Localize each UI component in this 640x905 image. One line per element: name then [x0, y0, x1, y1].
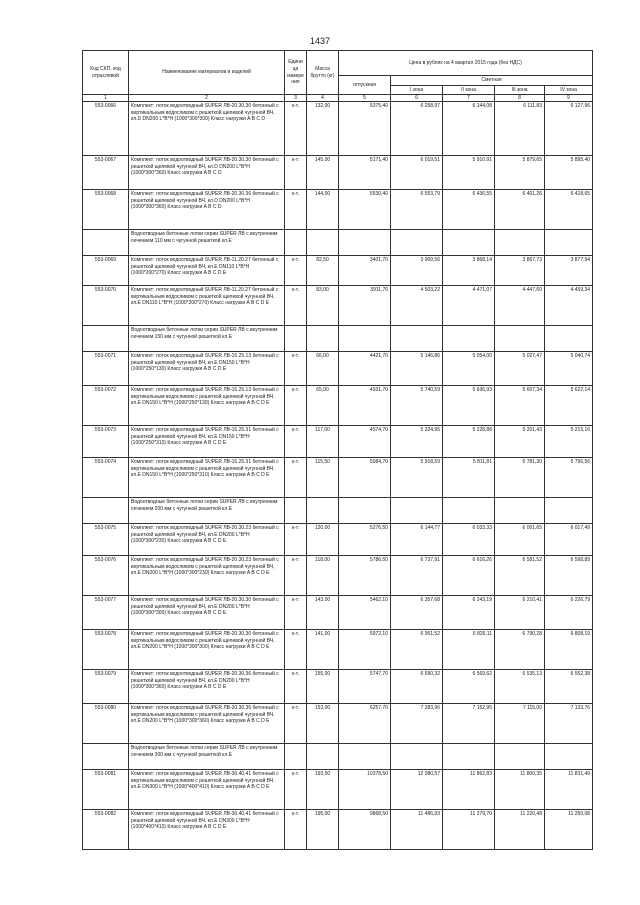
column-number: 9 [545, 95, 593, 102]
cell-zone-1: 4 503,22 [391, 286, 443, 326]
cell-release: 4931,70 [339, 386, 391, 426]
cell-zone-1: 6 951,52 [391, 630, 443, 670]
cell-zone-1: 7 283,96 [391, 704, 443, 744]
cell-code: 553-0066 [83, 102, 129, 156]
table-row [83, 810, 593, 850]
cell-name: Комплект: лоток водоотводный SUPER ЛВ-20.30.23 бетонный с вертикальным водосливом с решеткой щелевой чугунной ВЧ, кл.E DN200 L*B*H (1000*300*230) Класс нагрузки A B C D E [129, 556, 285, 596]
cell-release: 5786,50 [339, 556, 391, 596]
header-zone-1: I зона [391, 85, 443, 95]
header-zone-2: II зона [443, 85, 495, 95]
cell-code: 553-0073 [83, 426, 129, 458]
cell-unit: к-т. [285, 704, 307, 744]
cell-release: 5375,40 [339, 102, 391, 156]
cell-unit: к-т. [285, 630, 307, 670]
column-number: 7 [443, 95, 495, 102]
cell-release: 5276,50 [339, 524, 391, 556]
cell-mass: 82,50 [307, 256, 339, 286]
cell-zone-2 [443, 498, 495, 524]
cell-release: 5747,70 [339, 670, 391, 704]
header-release: отпускная [339, 76, 391, 95]
cell-zone-4: 5 622,14 [545, 386, 593, 426]
table-row [83, 524, 593, 556]
cell-zone-3: 6 581,52 [495, 556, 545, 596]
cell-unit: к-т. [285, 556, 307, 596]
cell-name: Комплект: лоток водоотводный SUPER ЛВ-30.40.41 бетонный с решеткой щелевой чугунной ВЧ, кл.E DN300 L*B*H (1000*400*410) Класс нагрузки A B C D E [129, 810, 285, 850]
cell-zone-4: 6 808,19 [545, 630, 593, 670]
cell-unit: к-т. [285, 156, 307, 190]
cell-zone-2: 5 054,00 [443, 352, 495, 386]
cell-zone-4: 6 598,89 [545, 556, 593, 596]
cell-release: 5462,10 [339, 596, 391, 630]
cell-code [83, 744, 129, 770]
cell-zone-4: 6 552,38 [545, 670, 593, 704]
cell-zone-1: 6 690,32 [391, 670, 443, 704]
cell-zone-1 [391, 744, 443, 770]
section-row [83, 326, 593, 352]
cell-name: Комплект: лоток водоотводный SUPER ЛВ-30.40.41 бетонный с вертикальным водосливом с решеткой щелевой чугунной ВЧ, кл.E DN300 L*B*H (1000*400*410) Класс нагрузки A B C D E [129, 770, 285, 810]
cell-code [83, 326, 129, 352]
header-name: Наименование материалов и изделий [129, 51, 285, 95]
cell-zone-3: 11 800,35 [495, 770, 545, 810]
cell-release [339, 744, 391, 770]
cell-name: Комплект: лоток водоотводный SUPER ЛВ-11.20.27 бетонный с решеткой щелевой чугунной ВЧ, кл.E DN110 L*B*H (1000*200*270) Класс нагрузки A B C D E [129, 256, 285, 286]
cell-code: 553-0081 [83, 770, 129, 810]
cell-zone-4: 5 796,56 [545, 458, 593, 498]
cell-zone-1 [391, 498, 443, 524]
cell-zone-3: 6 001,65 [495, 524, 545, 556]
cell-zone-4: 5 215,16 [545, 426, 593, 458]
cell-zone-1: 6 357,68 [391, 596, 443, 630]
cell-code: 553-0068 [83, 190, 129, 230]
cell-unit: к-т. [285, 352, 307, 386]
table-row [83, 630, 593, 670]
table-row [83, 386, 593, 426]
cell-code: 553-0074 [83, 458, 129, 498]
column-number: 6 [391, 95, 443, 102]
cell-zone-2: 3 868,14 [443, 256, 495, 286]
cell-name: Комплект: лоток водоотводный SUPER ЛВ-15.25.31 бетонный с вертикальным водосливом с решеткой щелевой чугунной ВЧ, кл.E DN150 L*B*H (1000*250*310) Класс нагрузки A B C D E [129, 458, 285, 498]
cell-unit: к-т. [285, 102, 307, 156]
cell-name: Комплект: лоток водоотводный SUPER ЛВ-20.30.36 бетонный с решеткой щелевой чугунной ВЧ, кл.E DN200 L*B*H (1000*300*360) Класс нагрузки A B C D E [129, 670, 285, 704]
cell-zone-4 [545, 744, 593, 770]
cell-name: Комплект: лоток водоотводный SUPER ЛВ-20.30.23 бетонный с решеткой щелевой чугунной ВЧ, кл.E DN200 L*B*H (1000*300*230) Класс нагрузки A B C D E [129, 524, 285, 556]
column-number: 1 [83, 95, 129, 102]
cell-zone-3: 5 027,47 [495, 352, 545, 386]
cell-unit: к-т. [285, 524, 307, 556]
cell-zone-2: 6 033,33 [443, 524, 495, 556]
cell-name: Комплект: лоток водоотводный SUPER ЛВ-15.25.31 бетонный с решеткой щелевой чугунной ВЧ, кл.E DN150 L*B*H (1000*250*310) Класс нагрузки A B C D E [129, 426, 285, 458]
cell-zone-1: 12 080,57 [391, 770, 443, 810]
cell-zone-2: 6 569,62 [443, 670, 495, 704]
section-title: Водоотводные бетонные лотки серии SUPER ЛВ с внутренним сечением 200 мм с чугунной решеткой кл.E [129, 498, 285, 524]
cell-unit: к-т. [285, 426, 307, 458]
cell-mass: 115,50 [307, 458, 339, 498]
cell-zone-1: 6 737,91 [391, 556, 443, 596]
cell-zone-1: 5 324,95 [391, 426, 443, 458]
cell-zone-3: 5 781,30 [495, 458, 545, 498]
cell-mass: 65,00 [307, 386, 339, 426]
column-number: 3 [285, 95, 307, 102]
cell-zone-3: 5 607,34 [495, 386, 545, 426]
cell-release: 9868,50 [339, 810, 391, 850]
cell-zone-3: 6 210,41 [495, 596, 545, 630]
cell-zone-4: 5 895,40 [545, 156, 593, 190]
cell-zone-4: 6 226,79 [545, 596, 593, 630]
cell-name: Комплект: лоток водоотводный SUPER ЛВ-20.30.30 бетонный с решеткой щелевой чугунной ВЧ, кл.D DN200 L*B*H (1000*300*360) Класс нагрузки A B C D [129, 156, 285, 190]
header-estimate: Сметная [391, 76, 593, 86]
column-number: 4 [307, 95, 339, 102]
cell-name: Комплект: лоток водоотводный SUPER ЛВ-15.25.13 бетонный с вертикальным водосливом с решеткой щелевой чугунной ВЧ, кл.E DN150 L*B*H (1000*250*130) Класс нагрузки A B C D E [129, 386, 285, 426]
column-numbers-row [83, 95, 593, 102]
header-mass: Масса брутто (кг) [307, 51, 339, 95]
cell-zone-2: 7 152,95 [443, 704, 495, 744]
cell-zone-3 [495, 230, 545, 256]
cell-mass: 195,00 [307, 810, 339, 850]
cell-zone-4: 6 017,49 [545, 524, 593, 556]
cell-zone-4: 4 459,34 [545, 286, 593, 326]
cell-zone-3 [495, 326, 545, 352]
cell-zone-4: 5 040,74 [545, 352, 593, 386]
cell-release [339, 230, 391, 256]
cell-unit [285, 498, 307, 524]
cell-zone-3 [495, 744, 545, 770]
cell-mass: 141,00 [307, 630, 339, 670]
cell-mass: 144,00 [307, 190, 339, 230]
cell-unit: к-т. [285, 770, 307, 810]
cell-zone-4: 6 127,96 [545, 102, 593, 156]
header-zone-3: III зона [495, 85, 545, 95]
page-number: 1437 [309, 36, 331, 46]
table-row [83, 426, 593, 458]
section-title: Водоотводные бетонные лотки серии SUPER ЛВ с внутренним сечением 300 мм с чугунной решеткой кл.E [129, 744, 285, 770]
cell-name: Комплект: лоток водоотводный SUPER ЛВ-11.20.27 бетонный с вертикальным водосливом с решеткой щелевой чугунной ВЧ, кл.E DN110 L*B*H (1000*200*270) Класс нагрузки A B C D E [129, 286, 285, 326]
cell-zone-1: 6 144,77 [391, 524, 443, 556]
cell-release [339, 326, 391, 352]
cell-code [83, 230, 129, 256]
column-number: 2 [129, 95, 285, 102]
table-row [83, 102, 593, 156]
cell-release: 5530,40 [339, 190, 391, 230]
cell-name: Комплект: лоток водоотводный SUPER ЛВ-20.30.36 бетонный с вертикальным водосливом с решеткой щелевой чугунной ВЧ, кл.E DN200 L*B*H (1000*300*360) Класс нагрузки A B C D E [129, 704, 285, 744]
cell-mass: 132,00 [307, 102, 339, 156]
cell-code: 553-0077 [83, 596, 129, 630]
header-price-group: Цена в рублях на 4 квартал 2015 года (без НДС) [339, 51, 593, 76]
cell-mass [307, 744, 339, 770]
cell-zone-2: 5 910,91 [443, 156, 495, 190]
cell-mass [307, 326, 339, 352]
cell-zone-2: 6 616,26 [443, 556, 495, 596]
cell-zone-1 [391, 326, 443, 352]
cell-zone-3: 4 447,60 [495, 286, 545, 326]
cell-zone-4 [545, 230, 593, 256]
cell-mass: 66,00 [307, 352, 339, 386]
table-row [83, 256, 593, 286]
cell-code: 553-0079 [83, 670, 129, 704]
cell-zone-3: 5 201,43 [495, 426, 545, 458]
cell-zone-3: 6 401,26 [495, 190, 545, 230]
cell-code: 553-0080 [83, 704, 129, 744]
table-row [83, 670, 593, 704]
cell-code: 553-0072 [83, 386, 129, 426]
section-title: Водоотводные бетонные лотки серии SUPER ЛВ с внутренним сечением 150 мм с чугунной решеткой кл.E [129, 326, 285, 352]
cell-zone-3: 6 535,13 [495, 670, 545, 704]
cell-zone-2: 6 436,55 [443, 190, 495, 230]
cell-zone-3: 6 790,28 [495, 630, 545, 670]
cell-mass: 117,00 [307, 426, 339, 458]
table-row [83, 770, 593, 810]
cell-mass: 153,00 [307, 704, 339, 744]
cell-release: 5972,10 [339, 630, 391, 670]
table-row [83, 352, 593, 386]
cell-code: 553-0076 [83, 556, 129, 596]
cell-code: 553-0069 [83, 256, 129, 286]
cell-unit: к-т. [285, 596, 307, 630]
cell-zone-1 [391, 230, 443, 256]
cell-mass: 83,00 [307, 286, 339, 326]
cell-zone-1: 5 146,86 [391, 352, 443, 386]
cell-zone-2: 6 144,08 [443, 102, 495, 156]
cell-zone-3: 11 220,48 [495, 810, 545, 850]
cell-code: 553-0082 [83, 810, 129, 850]
cell-name: Комплект: лоток водоотводный SUPER ЛВ-20.30.30 бетонный с вертикальным водосливом с решеткой щелевой чугунной ВЧ, кл.D DN200 L*B*H (1000*300*300) Класс нагрузки A B C D [129, 102, 285, 156]
cell-name: Комплект: лоток водоотводный SUPER ЛВ-20.30.36 бетонный с решеткой щелевой чугунной ВЧ, кл.D DN200 L*B*H (1000*300*360) Класс нагрузки A B C D [129, 190, 285, 230]
cell-zone-4: 11 250,08 [545, 810, 593, 850]
cell-unit: к-т. [285, 386, 307, 426]
cell-release: 6257,70 [339, 704, 391, 744]
cell-zone-2: 6 826,11 [443, 630, 495, 670]
cell-mass [307, 230, 339, 256]
cell-zone-2: 11 862,83 [443, 770, 495, 810]
cell-release: 4574,70 [339, 426, 391, 458]
cell-name: Комплект: лоток водоотводный SUPER ЛВ-20.30.30 бетонный с вертикальным водосливом с решеткой щелевой чугунной ВЧ, кл.E DN200 L*B*H (1000*300*300) Класс нагрузки A B C D E [129, 630, 285, 670]
cell-zone-2: 5 636,93 [443, 386, 495, 426]
cell-mass: 120,00 [307, 524, 339, 556]
cell-zone-4: 7 133,76 [545, 704, 593, 744]
cell-code: 553-0071 [83, 352, 129, 386]
section-title: Водоотводные бетонные лотки серии SUPER ЛВ с внутренним сечением 110 мм с чугунной решеткой кл.E [129, 230, 285, 256]
section-row [83, 230, 593, 256]
cell-code: 553-0075 [83, 524, 129, 556]
price-table-body [83, 102, 593, 850]
cell-zone-4: 6 418,65 [545, 190, 593, 230]
cell-zone-1: 11 486,93 [391, 810, 443, 850]
cell-code: 553-0070 [83, 286, 129, 326]
cell-release: 5171,40 [339, 156, 391, 190]
cell-zone-3: 7 115,00 [495, 704, 545, 744]
cell-zone-3 [495, 498, 545, 524]
cell-release: 3401,70 [339, 256, 391, 286]
table-row [83, 556, 593, 596]
cell-mass: 145,00 [307, 156, 339, 190]
cell-zone-1: 6 258,97 [391, 102, 443, 156]
cell-zone-2: 11 279,70 [443, 810, 495, 850]
cell-code [83, 498, 129, 524]
table-row [83, 156, 593, 190]
cell-mass: 143,00 [307, 596, 339, 630]
cell-zone-2 [443, 744, 495, 770]
cell-code: 553-0067 [83, 156, 129, 190]
cell-zone-4 [545, 498, 593, 524]
table-row [83, 596, 593, 630]
cell-release: 3911,70 [339, 286, 391, 326]
cell-unit: к-т. [285, 256, 307, 286]
cell-code: 553-0078 [83, 630, 129, 670]
cell-unit: к-т. [285, 286, 307, 326]
cell-release: 10378,50 [339, 770, 391, 810]
cell-mass [307, 498, 339, 524]
cell-zone-2: 4 471,07 [443, 286, 495, 326]
cell-zone-3: 6 111,83 [495, 102, 545, 156]
header-unit: Едини ца измере ния [285, 51, 307, 95]
column-number: 5 [339, 95, 391, 102]
cell-zone-1: 6 553,79 [391, 190, 443, 230]
cell-zone-4 [545, 326, 593, 352]
cell-zone-2: 6 243,19 [443, 596, 495, 630]
cell-zone-3: 3 867,73 [495, 256, 545, 286]
cell-unit: к-т. [285, 810, 307, 850]
cell-zone-1: 5 740,59 [391, 386, 443, 426]
cell-zone-1: 3 909,56 [391, 256, 443, 286]
cell-zone-2 [443, 326, 495, 352]
cell-zone-3: 5 879,65 [495, 156, 545, 190]
cell-unit: к-т. [285, 670, 307, 704]
cell-zone-4: 3 877,94 [545, 256, 593, 286]
section-row [83, 744, 593, 770]
price-table [82, 50, 593, 850]
cell-mass: 193,50 [307, 770, 339, 810]
section-row [83, 498, 593, 524]
cell-unit [285, 230, 307, 256]
table-row [83, 704, 593, 744]
header-zone-4: IV зона [545, 85, 593, 95]
header-code: Код СКП, код отраслевой [83, 51, 129, 95]
cell-zone-1: 6 019,51 [391, 156, 443, 190]
table-row [83, 190, 593, 230]
cell-release: 4421,70 [339, 352, 391, 386]
cell-mass: 155,00 [307, 670, 339, 704]
cell-zone-2: 5 228,88 [443, 426, 495, 458]
cell-zone-1: 5 918,59 [391, 458, 443, 498]
cell-zone-2 [443, 230, 495, 256]
cell-zone-4: 11 831,49 [545, 770, 593, 810]
cell-unit: к-т. [285, 190, 307, 230]
cell-release [339, 498, 391, 524]
cell-mass: 118,00 [307, 556, 339, 596]
cell-release: 5084,70 [339, 458, 391, 498]
column-number: 8 [495, 95, 545, 102]
table-row [83, 286, 593, 326]
cell-unit: к-т. [285, 458, 307, 498]
cell-name: Комплект: лоток водоотводный SUPER ЛВ-20.30.30 бетонный с решеткой щелевой чугунной ВЧ, кл.E DN200 L*B*H (1000*300*300) Класс нагрузки A B C D E [129, 596, 285, 630]
cell-unit [285, 744, 307, 770]
cell-zone-2: 5 811,81 [443, 458, 495, 498]
table-row [83, 458, 593, 498]
cell-unit [285, 326, 307, 352]
cell-name: Комплект: лоток водоотводный SUPER ЛВ-15.25.13 бетонный с решеткой щелевой чугунной ВЧ, кл.E DN150 L*B*H (1000*250*130) Класс нагрузки A B C D E [129, 352, 285, 386]
